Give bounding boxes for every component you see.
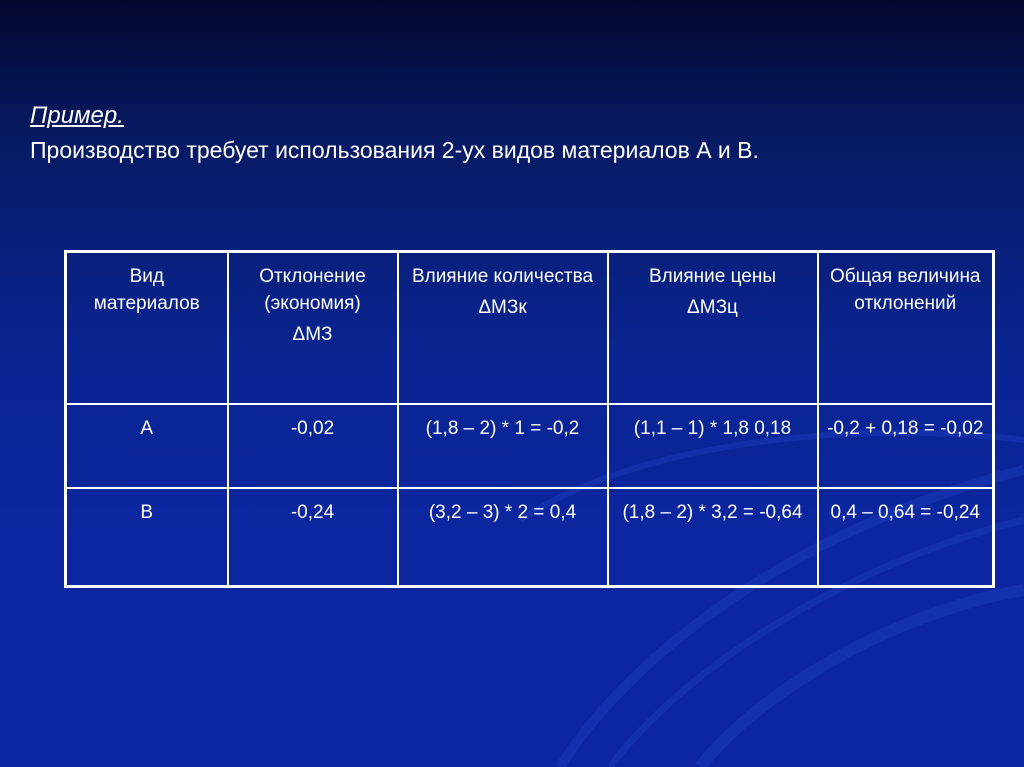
header-text: Отклонение (экономия) — [259, 266, 366, 314]
header-text: Общая величина отклонений — [829, 266, 981, 314]
material-cell: А — [66, 404, 228, 488]
header-text: Вид материалов — [93, 266, 200, 314]
header-symbol: ΔМЗ — [292, 324, 333, 345]
deviation-cell: -0,24 — [228, 488, 398, 587]
quantity-effect-cell: (3,2 – 3) * 2 = 0,4 — [398, 488, 608, 587]
header-material-type — [66, 252, 228, 405]
price-effect-cell: (1,1 – 1) * 1,8 0,18 — [608, 404, 818, 488]
header-total-deviation — [818, 252, 994, 405]
example-label: Пример. — [30, 102, 124, 129]
example-text: Производство требует использования 2-ух видов материалов А и В. — [30, 137, 759, 163]
header-symbol: ΔМЗк — [478, 297, 527, 318]
header-deviation — [228, 252, 398, 405]
header-text: Влияние количества — [411, 266, 594, 287]
header-price-effect — [608, 252, 818, 405]
total-cell: -0,2 + 0,18 = -0,02 — [818, 404, 994, 488]
slide-heading — [30, 100, 990, 166]
deviation-cell: -0,02 — [228, 404, 398, 488]
total-cell: 0,4 – 0,64 = -0,24 — [818, 488, 994, 587]
header-text: Влияние цены — [649, 266, 776, 287]
table-row — [66, 404, 994, 488]
material-cell: В — [66, 488, 228, 587]
header-quantity-effect — [398, 252, 608, 405]
table-header-row — [66, 252, 994, 405]
price-effect-cell: (1,8 – 2) * 3,2 = -0,64 — [608, 488, 818, 587]
header-symbol: ΔМЗц — [687, 297, 738, 318]
material-deviation-table — [64, 250, 995, 588]
quantity-effect-cell: (1,8 – 2) * 1 = -0,2 — [398, 404, 608, 488]
table-row — [66, 488, 994, 587]
